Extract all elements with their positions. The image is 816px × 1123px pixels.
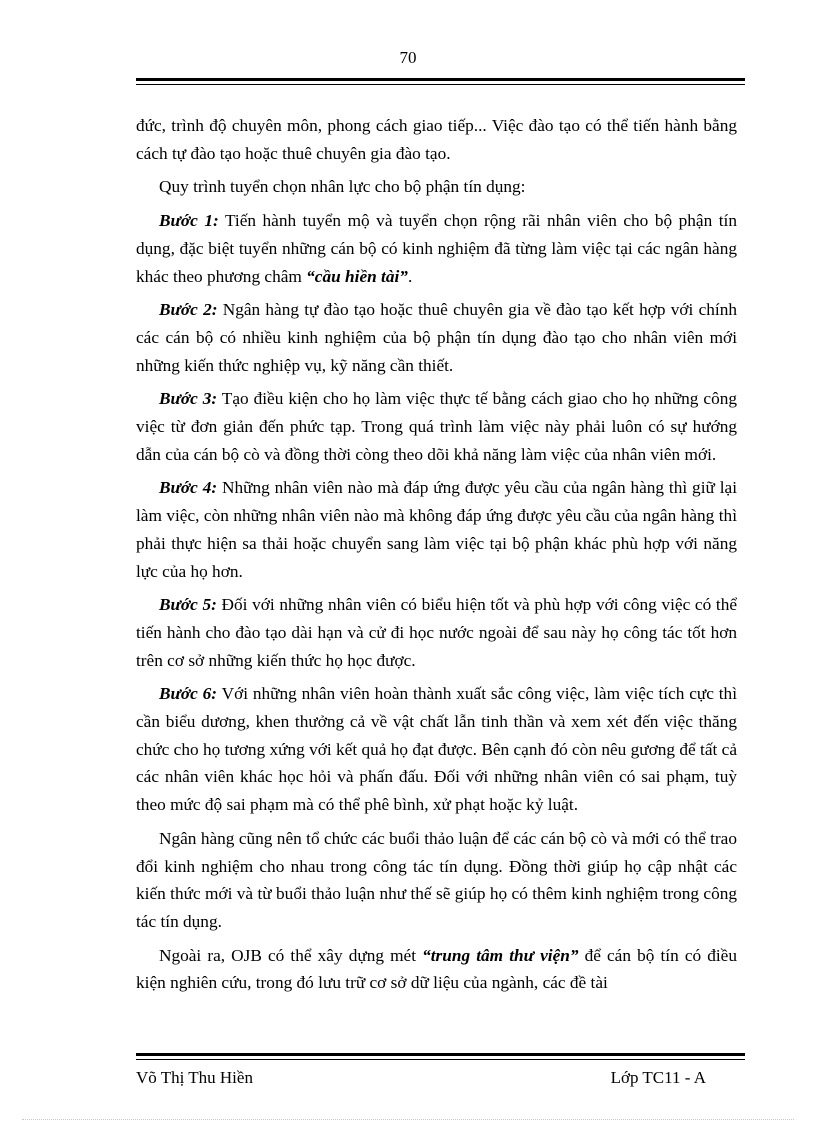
step-text: Tiến hành tuyển mộ và tuyển chọn rộng rãi nhân viên cho bộ phận tín dụng, đặc biệt tuyển những cán bộ có kinh nghiệm đã từng làm việc tại các ngân hàng khác theo phương châm (136, 211, 738, 286)
document-body (136, 112, 737, 1003)
step-text: Với những nhân viên hoàn thành xuất sắc công việc, làm việc tích cực thì cần biểu dương, khen thưởng cả về vật chất lẫn tinh thần và xem xét đến việc thăng chức cho họ tương xứng với kết quả họ đạt được. Bên cạnh đó còn nêu gương để tất cả các nhân viên khác học hỏi và phấn đấu. Đối với những nhân viên có sai phạm, tuỳ theo mức độ sai phạm mà có thể phê bình, xử phạt hoặc kỷ luật. (136, 684, 737, 815)
paragraph: Ngân hàng cũng nên tổ chức các buổi thảo luận để các cán bộ cò và mới có thể trao đổi kinh nghiệm cho nhau trong công tác tín dụng. Đồng thời giúp họ cập nhật các kiến thức mới và từ buổi thảo luận như thế sẽ giúp họ có thêm kinh nghiệm trong công tác tín dụng. (136, 828, 737, 931)
step-label: Bước 6: (159, 684, 218, 704)
step-text: Những nhân viên nào mà đáp ứng được yêu cầu của ngân hàng thì giữ lại làm việc, còn những nhân viên nào mà không đáp ứng được yêu cầu của ngân hàng thì phải thực hiện sa thải hoặc chuyển sang làm việc tại bộ phận khác phù hợp với năng lực của họ hơn. (136, 478, 737, 581)
step-label: Bước 2: (159, 300, 218, 320)
step-label: Bước 1: (159, 211, 219, 231)
page-number: 70 (399, 48, 417, 67)
page-footer (136, 1068, 706, 1088)
paragraph: Quy trình tuyển chọn nhân lực cho bộ phận tín dụng: (159, 177, 526, 197)
step-text: Tạo điều kiện cho họ làm việc thực tế bằng cách giao cho họ những công việc từ đơn giản đến phức tạp. Trong quá trình làm việc này phải luôn có sự hướng dẫn của cán bộ cò và đồng thời còng theo dõi khả năng làm việc của nhân viên mới. (136, 389, 737, 464)
page-edge-divider (22, 1119, 794, 1120)
step-text: Đối với những nhân viên có biểu hiện tốt và phù hợp với công việc có thể tiến hành cho đào tạo dài hạn và cử đi học nước ngoài để sau này họ công tác tốt hơn trên cơ sở những kiến thức họ học được. (136, 595, 738, 670)
step-1-paragraph: Bước 1: Tiến hành tuyển mộ và tuyển chọn rộng rãi nhân viên cho bộ phận tín dụng, đặc biệt tuyển những cán bộ có kinh nghiệm đã từng làm việc tại các ngân hàng khác theo phương châm “cầu hiền tài”. (136, 211, 738, 286)
step-label: Bước 5: (159, 595, 217, 615)
paragraph: Ngoài ra, OJB có thể xây dựng mét “trung tâm thư viện” để cán bộ tín có điều kiện nghiên cứu, trong đó lưu trữ cơ sở dữ liệu của ngành, các đề tài (136, 945, 737, 993)
footer-divider (136, 1053, 745, 1056)
footer-author: Võ Thị Thu Hiền (136, 1068, 253, 1087)
step-4-paragraph (136, 474, 737, 585)
step-2-paragraph (136, 296, 737, 379)
header-divider (136, 78, 745, 81)
footer-class: Lớp TC11 - A (610, 1068, 706, 1087)
step-text: Ngân hàng tự đào tạo hoặc thuê chuyên gia về đào tạo kết hợp với chính các cán bộ có nhiều kinh nghiệm của bộ phận tín dụng đào tạo cho nhân viên mới những kiến thức nghiệp vụ, kỹ năng cần thiết. (136, 300, 737, 375)
step-label: Bước 4: (159, 478, 218, 498)
step-label: Bước 3: (159, 389, 218, 409)
step-3-paragraph (136, 385, 737, 468)
step-6-paragraph (136, 680, 737, 819)
paragraph: đức, trình độ chuyên môn, phong cách giao tiếp... Việc đào tạo có thể tiến hành bằng cách tự đào tạo hoặc thuê chuyên gia đào tạo. (136, 116, 737, 163)
quoted-term: “trung tâm thư viện” (422, 945, 579, 965)
step-5-paragraph (136, 591, 737, 674)
quoted-motto: “cầu hiền tài” (306, 266, 408, 286)
